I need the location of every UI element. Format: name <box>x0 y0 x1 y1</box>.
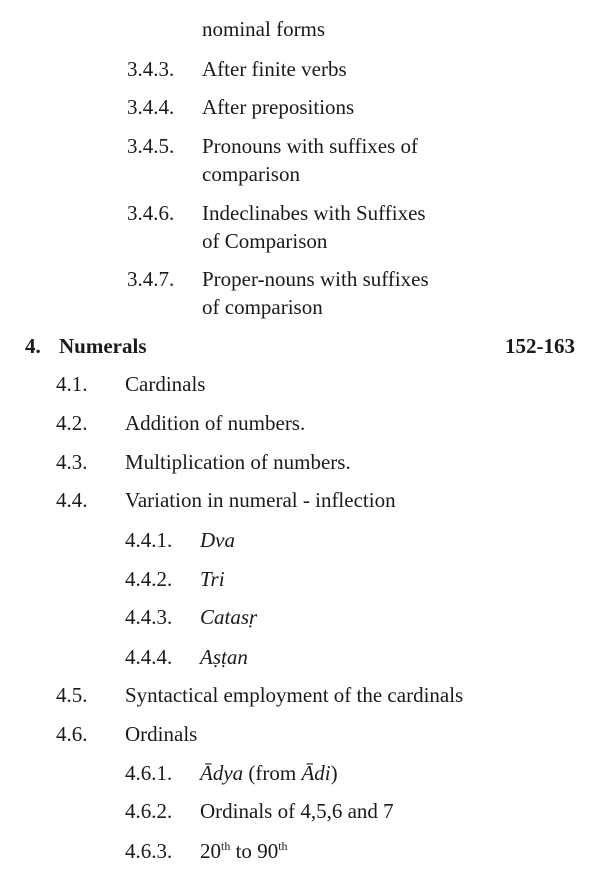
toc-entry-number: 4.4.4. <box>125 645 173 669</box>
toc-entry-number: 4.6. <box>56 722 88 746</box>
chapter-page-range: 152-163 <box>505 334 575 358</box>
toc-entry-title-continuation: of Comparison <box>202 229 328 253</box>
toc-entry-title: Pronouns with suffixes of <box>202 134 419 158</box>
toc-continuation-line: nominal forms <box>202 17 326 41</box>
toc-entry-title-continuation: comparison <box>202 162 300 186</box>
toc-entry-title: Dva <box>200 528 235 552</box>
title-italic-part-2: Ādi <box>301 761 331 785</box>
toc-entry-number: 3.4.4. <box>127 95 175 119</box>
toc-entry-title: Tri <box>200 567 225 591</box>
toc-entry-number: 3.4.7. <box>127 267 175 291</box>
toc-entry-number: 3.4.3. <box>127 57 175 81</box>
toc-entry-title <box>200 761 338 785</box>
toc-entry-number: 4.2. <box>56 411 88 435</box>
title-plain-part: (from <box>243 761 302 785</box>
toc-entry-title: Cardinals <box>125 372 206 396</box>
title-closing-part: ) <box>330 761 338 785</box>
toc-entry-title: Ordinals of 4,5,6 and 7 <box>200 799 394 823</box>
chapter-number: 4. <box>25 334 41 358</box>
toc-entry-number: 4.3. <box>56 450 88 474</box>
toc-entry-number: 4.6.2. <box>125 799 173 823</box>
toc-entry-number: 4.6.1. <box>125 761 173 785</box>
toc-entry-number: 4.6.3. <box>125 839 173 863</box>
title-italic-part: Ādya <box>200 761 244 785</box>
range-start-number: 20 <box>200 839 221 863</box>
toc-entry-title: Multiplication of numbers. <box>125 450 351 474</box>
toc-entry-number: 4.1. <box>56 372 88 396</box>
toc-entry-number: 4.4. <box>56 488 88 512</box>
range-end-number: 90 <box>257 839 279 863</box>
range-start-suffix: th <box>221 839 231 853</box>
range-end-suffix: th <box>278 839 288 853</box>
toc-entry-title: After prepositions <box>202 95 355 119</box>
chapter-title: Numerals <box>59 334 147 358</box>
toc-entry-number: 4.4.2. <box>125 567 173 591</box>
toc-entry-number: 3.4.6. <box>127 201 175 225</box>
toc-entry-title: Ordinals <box>125 722 198 746</box>
toc-entry-title: After finite verbs <box>202 57 347 81</box>
toc-entry-title: Variation in numeral - inflection <box>125 488 396 512</box>
toc-entry-title: Addition of numbers. <box>125 411 306 435</box>
toc-entry-title-continuation: of comparison <box>202 295 323 319</box>
toc-entry-title: Indeclinabes with Suffixes <box>202 201 426 225</box>
toc-entry-title <box>200 839 288 863</box>
toc-entry-title: Syntactical employment of the cardinals <box>125 683 464 707</box>
toc-entry-title: Proper-nouns with suffixes <box>202 267 429 291</box>
toc-entry-title: Aṣṭan <box>200 645 248 669</box>
toc-entry-number: 4.4.3. <box>125 605 173 629</box>
toc-entry-number: 4.4.1. <box>125 528 173 552</box>
range-connector: to <box>230 839 258 863</box>
toc-entry-title: Catasṛ <box>200 605 258 629</box>
toc-entry-number: 4.5. <box>56 683 88 707</box>
toc-entry-number: 3.4.5. <box>127 134 175 158</box>
